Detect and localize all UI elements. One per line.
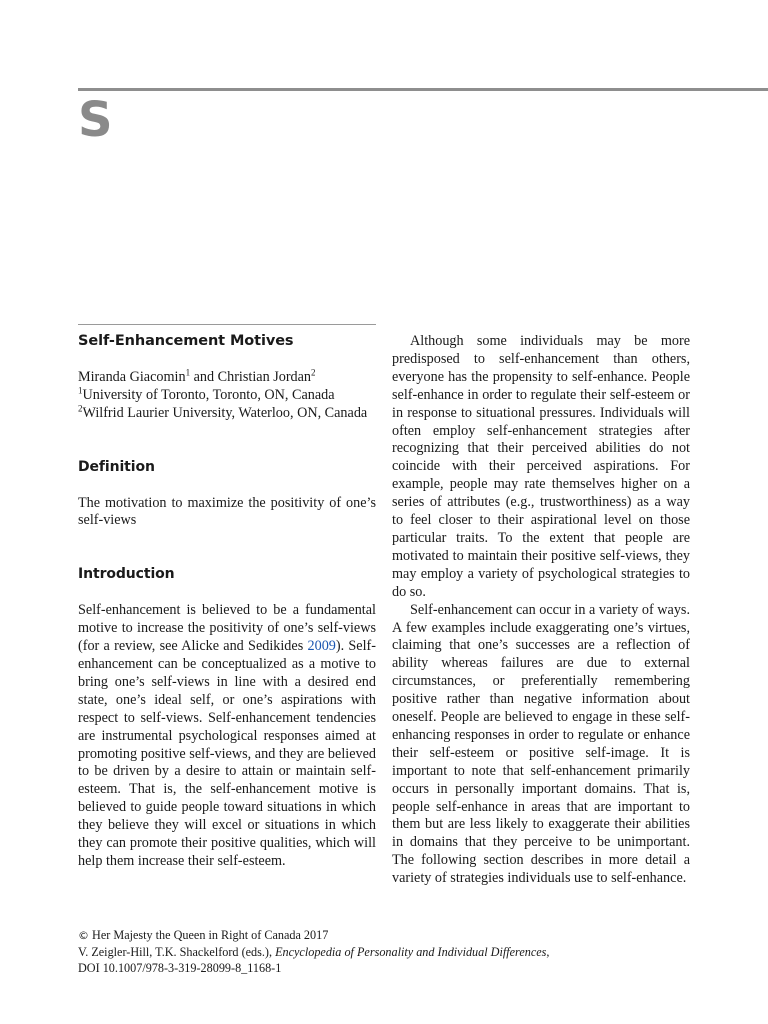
definition-text: The motivation to maximize the positivity of one’s self-views	[78, 494, 376, 529]
affiliation-1-text: University of Toronto, Toronto, ON, Canada	[82, 386, 335, 403]
introduction-paragraph-1	[78, 602, 376, 871]
introduction-paragraph-2: Although some individuals may be more predisposed to self-enhancement than others, everyone has the propensity to self-enhance. People self-enhance in order to regulate their self-esteem or in response to situational pressures. Individuals will often employ self-enhancement strategies after recognizing that their perceived abilities do not coincide with their perceived aspirations. For example, people may rate themselves higher on a series of attributes (e.g., trustworthiness) as a way to feel closer to their aspirational level on those particular traits. To the extent that people are motivated to maintain their positive self-views, they may employ a variety of psychological strategies to do so.	[392, 333, 690, 600]
copyright-line	[78, 927, 698, 944]
author-line	[78, 369, 376, 387]
top-rule	[78, 88, 768, 91]
editors-text: V. Zeigler-Hill, T.K. Shackelford (eds.),	[78, 945, 276, 959]
title-rule	[78, 324, 376, 325]
author-2: and Christian Jordan	[190, 368, 312, 385]
right-column	[392, 333, 690, 888]
affiliation-1	[78, 387, 376, 405]
article-title: Self-Enhancement Motives	[78, 333, 294, 349]
left-column	[78, 324, 376, 871]
introduction-paragraph-3: Self-enhancement can occur in a variety of ways. A few examples include exaggerating one’s virtues, claiming that one’s successes are a reflection of ability whereas failures are due to external circumstances, or preferentially remembering positive rather than negative information about oneself. People are believed to engage in these self-enhancing responses in order to regulate or enhance their self-esteem or positive self-image. It is important to note that self-enhancement primarily occurs in personally important domains. That is, people self-enhance in areas that are important to them but are less likely to exaggerate their abilities in domains that they perceive to be unimportant. The following section describes in more detail a variety of strategies individuals use to self-enhance.	[392, 601, 690, 887]
copyright-icon: ©	[78, 929, 89, 942]
book-title-comma: ,	[546, 945, 550, 959]
author-1: Miranda Giacomin	[78, 368, 186, 385]
author-1-sup: 1	[185, 367, 191, 378]
citation-line	[78, 944, 698, 960]
affiliation-1-sup: 1	[78, 385, 83, 396]
section-letter: S	[78, 92, 113, 148]
affiliation-2	[78, 402, 376, 423]
footer	[78, 927, 698, 976]
introduction-heading: Introduction	[78, 566, 175, 583]
intro-p1-text: Self-enhancement is believed to be a fundamental motive to increase the positivity of one’s self-views (for a review, see Alicke and Sedikides	[78, 602, 376, 655]
doi-line: DOI 10.1007/978-3-319-28099-8_1168-1	[78, 961, 282, 975]
author-2-sup: 2	[311, 367, 316, 378]
copyright-text: Her Majesty the Queen in Right of Canada 2017	[89, 928, 329, 942]
intro-p1-text-cont: ). Self-enhancement can be conceptualized as a motive to bring one’s self-views in line with a desired end state, one’s ideal self, or one’s aspirations with respect to self-views. Self-enhancement tendencies are instrumental psychological responses aimed at promoting positive self-views, and they are believed to be driven by a desire to attain or maintain self-esteem. That is, the self-enhancement motive is believed to guide people toward situations in which they believe they will excel or situations in which they can promote their positive qualities, which will help them increase their self-esteem.	[78, 638, 376, 869]
affiliation-2-sup: 2	[78, 402, 83, 413]
citation-link[interactable]: 2009	[307, 638, 336, 655]
affiliation-2-text: Wilfrid Laurier University, Waterloo, ON, Canada	[82, 404, 368, 421]
definition-heading: Definition	[78, 458, 155, 475]
book-title: Encyclopedia of Personality and Individual Differences	[275, 945, 547, 959]
